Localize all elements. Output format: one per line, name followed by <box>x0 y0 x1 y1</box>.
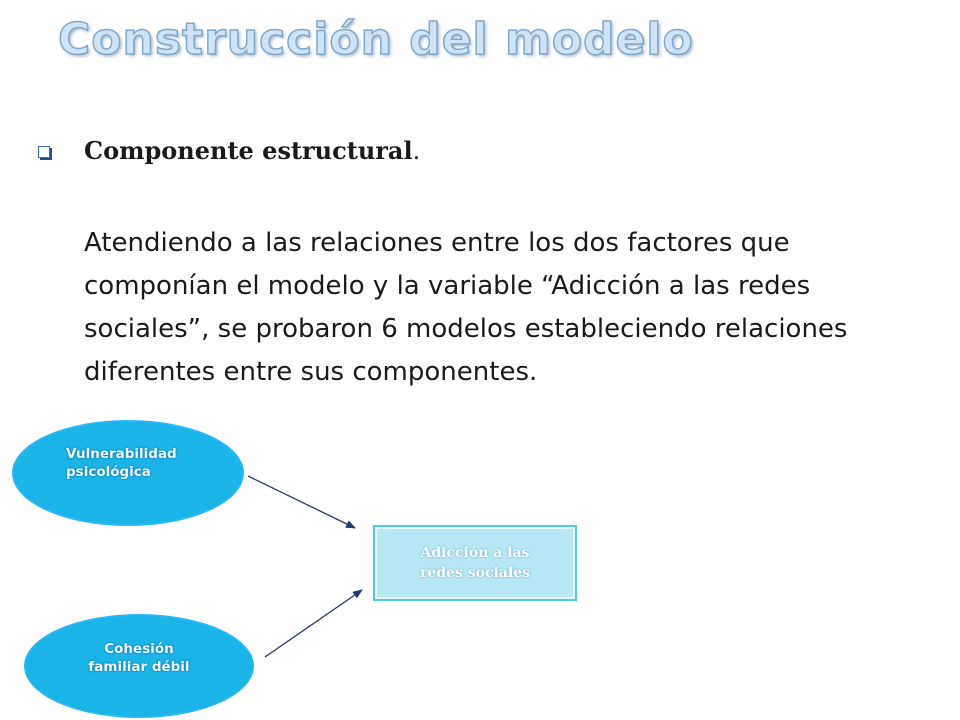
node-adiccion-line2: redes sociales <box>420 565 530 581</box>
bullet-heading-text: Componente estructural <box>84 136 413 165</box>
node-cohesion-line1: Cohesión <box>104 641 174 657</box>
body-paragraph: Atendiendo a las relaciones entre los dos factores que componían el modelo y la variable “Adicción a las redes sociales”, se probaron 6 modelos estableciendo relaciones diferentes entre sus componentes. <box>84 228 848 387</box>
node-adiccion-line1: Adicción a las <box>420 545 530 561</box>
bullet-square-icon <box>38 146 50 158</box>
bullet-heading <box>84 136 420 165</box>
slide-title: Construcción del modelo <box>58 14 694 65</box>
node-vulnerabilidad-line2: psicológica <box>66 464 151 480</box>
node-cohesion-line2: familiar débil <box>88 659 190 675</box>
arrow-cohesion-to-adiccion <box>265 590 362 657</box>
node-cohesion-label <box>44 640 234 676</box>
arrow-vulnerabilidad-to-adiccion <box>248 476 355 528</box>
bullet-heading-period: . <box>412 137 421 165</box>
node-vulnerabilidad-line1: Vulnerabilidad <box>66 446 177 462</box>
node-vulnerabilidad-label <box>66 445 236 481</box>
node-adiccion-label <box>373 543 577 583</box>
